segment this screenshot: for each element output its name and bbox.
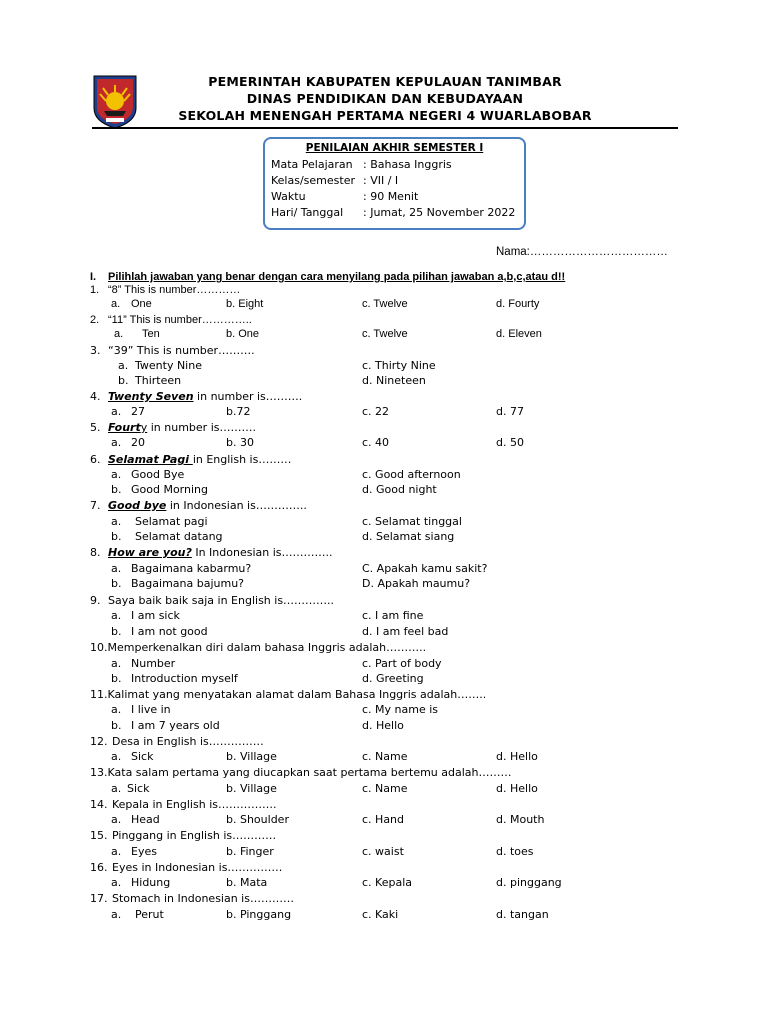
question-13	[90, 766, 512, 779]
option-d[interactable]: d. Hello	[496, 750, 538, 763]
option-d[interactable]: d. toes	[496, 845, 534, 858]
question-number: 14.	[90, 798, 108, 811]
option-b[interactable]: b. Eight	[226, 298, 264, 310]
option-c[interactable]: c. Kaki	[362, 908, 399, 921]
info-value: : 90 Menit	[363, 190, 419, 203]
option-letter[interactable]: b.	[111, 530, 122, 543]
option-c[interactable]: c. Name	[362, 750, 408, 763]
option-letter[interactable]: a.	[111, 468, 122, 481]
section-title: Pilihlah jawaban yang benar dengan cara menyilang pada pilihan jawaban a,b,c,atau d!!	[108, 271, 566, 283]
option-b[interactable]: Good Morning	[131, 483, 208, 496]
question-text: Desa in English is……………	[112, 735, 264, 748]
section-number: I.	[90, 271, 97, 283]
question-number: 4.	[90, 390, 101, 403]
question-number: 5.	[90, 421, 101, 434]
question-16	[90, 861, 282, 874]
option-letter[interactable]: b.	[111, 719, 122, 732]
question-text: Stomach in Indonesian is…………	[112, 892, 294, 905]
header-school: SEKOLAH MENENGAH PERTAMA NEGERI 4 WUARLABOBAR	[178, 108, 592, 123]
question-keyword: Good bye	[108, 499, 167, 512]
question-keyword: Twenty Seven	[108, 390, 194, 403]
question-number: 9.	[90, 594, 101, 607]
option-letter[interactable]: a.	[111, 908, 122, 921]
question-11	[90, 688, 486, 701]
info-row-time	[271, 190, 418, 203]
option-letter[interactable]: a.	[111, 515, 122, 528]
question-number: 1.	[90, 284, 100, 296]
option-letter[interactable]: a.	[111, 562, 122, 575]
question-keyword: Selamat Pagi	[108, 453, 193, 466]
info-label: Hari/ Tanggal	[271, 206, 344, 219]
question-number: 12.	[90, 735, 108, 748]
option-b[interactable]: b.72	[226, 405, 251, 418]
option-a[interactable]: One	[131, 298, 152, 310]
option-letter[interactable]: b.	[111, 483, 122, 496]
question-number: 6.	[90, 453, 101, 466]
option-b[interactable]: b. One	[226, 328, 260, 340]
info-row-subject	[271, 158, 452, 171]
question-5	[90, 421, 256, 434]
option-d[interactable]: d. Selamat siang	[362, 530, 455, 543]
option-d[interactable]: d. Mouth	[496, 813, 545, 826]
option-a[interactable]: 20	[131, 436, 145, 449]
question-text: in Indonesian is…………..	[166, 499, 307, 512]
question-8	[90, 546, 333, 559]
question-text: “39” This is number……….	[108, 344, 255, 357]
option-a[interactable]: Eyes	[131, 845, 157, 858]
option-letter[interactable]: a.	[111, 813, 122, 826]
option-letter[interactable]: a.	[111, 657, 122, 670]
question-number: 3.	[90, 344, 101, 357]
option-c[interactable]: c. Selamat tinggal	[362, 515, 462, 528]
option-b[interactable]: b. Finger	[226, 845, 274, 858]
option-letter[interactable]: a.	[111, 703, 122, 716]
option-a[interactable]: 27	[131, 405, 145, 418]
option-d[interactable]: d. tangan	[496, 908, 549, 921]
question-text: Saya baik baik saja in English is…………..	[108, 594, 335, 607]
question-number: 7.	[90, 499, 101, 512]
option-a[interactable]: Number	[131, 657, 176, 670]
header-divider	[92, 127, 678, 129]
question-number: 2.	[90, 314, 100, 326]
regency-logo	[92, 74, 138, 130]
question-text: in English is………	[192, 453, 292, 466]
option-letter[interactable]: a.	[111, 609, 122, 622]
question-number: 15.	[90, 829, 108, 842]
option-d[interactable]: d. 50	[496, 436, 524, 449]
option-c[interactable]: c. Good afternoon	[362, 468, 461, 481]
option-c[interactable]: c. 22	[362, 405, 390, 418]
option-letter[interactable]: a.	[111, 782, 122, 795]
question-number: 8.	[90, 546, 101, 559]
question-number: 17.	[90, 892, 108, 905]
info-label: Mata Pelajaran	[271, 158, 353, 171]
option-b[interactable]: Introduction myself	[131, 672, 238, 685]
option-a[interactable]: Sick	[131, 750, 154, 763]
info-value: : Bahasa Inggris	[363, 158, 452, 171]
option-letter[interactable]: a.	[111, 298, 121, 310]
info-value: : VII / I	[363, 174, 399, 187]
option-letter[interactable]: b.	[111, 625, 122, 638]
option-c[interactable]: c. Part of body	[362, 657, 442, 670]
option-c[interactable]: c. My name is	[362, 703, 439, 716]
option-d[interactable]: d. Fourty	[496, 298, 540, 310]
option-c[interactable]: c. Twelve	[362, 328, 408, 340]
name-field[interactable]: Nama:………………………………	[496, 246, 668, 258]
option-a[interactable]: Bagaimana kabarmu?	[131, 562, 252, 575]
info-row-date	[271, 206, 515, 219]
header-government: PEMERINTAH KABUPATEN KEPULAUAN TANIMBAR	[208, 74, 562, 89]
section-instruction	[90, 271, 565, 283]
option-a[interactable]: Twenty Nine	[135, 359, 202, 372]
option-d[interactable]: d. Good night	[362, 483, 437, 496]
info-value: : Jumat, 25 November 2022	[363, 206, 516, 219]
question-10	[90, 641, 426, 654]
question-text: in number is……….	[147, 421, 256, 434]
option-a[interactable]: Selamat pagi	[135, 515, 208, 528]
question-text: Kepala in English is…………….	[112, 798, 277, 811]
question-15	[90, 829, 276, 842]
option-d[interactable]: d. Eleven	[496, 328, 542, 340]
option-c[interactable]: c. Name	[362, 782, 408, 795]
option-b[interactable]: I am not good	[131, 625, 208, 638]
question-7	[90, 499, 307, 512]
option-b[interactable]: I am 7 years old	[131, 719, 220, 732]
question-text: “11” This is number…………..	[108, 314, 252, 326]
option-b[interactable]: Bagaimana bajumu?	[131, 577, 245, 590]
option-c[interactable]: c. Twelve	[362, 298, 408, 310]
option-c[interactable]: c. I am fine	[362, 609, 424, 622]
option-letter[interactable]: a.	[111, 436, 122, 449]
option-b[interactable]: Selamat datang	[135, 530, 223, 543]
option-a[interactable]: I live in	[131, 703, 171, 716]
option-letter[interactable]: b.	[118, 374, 129, 387]
option-d[interactable]: d. I am feel bad	[362, 625, 449, 638]
option-d[interactable]: d. Nineteen	[362, 374, 426, 387]
question-text: Kalimat yang menyatakan alamat dalam Bahasa Inggris adalah……..	[107, 688, 487, 701]
option-c[interactable]: c. Kepala	[362, 876, 412, 889]
option-d[interactable]: d. 77	[496, 405, 524, 418]
question-6	[90, 453, 291, 466]
question-17	[90, 892, 294, 905]
option-b[interactable]: Thirteen	[135, 374, 182, 387]
option-b[interactable]: b. 30	[226, 436, 254, 449]
question-text: Memperkenalkan diri dalam bahasa Inggris adalah………..	[107, 641, 427, 654]
option-letter[interactable]: b.	[111, 577, 122, 590]
option-letter[interactable]: a.	[118, 359, 129, 372]
option-c[interactable]: c. Hand	[362, 813, 405, 826]
question-12	[90, 735, 264, 748]
header-department: DINAS PENDIDIKAN DAN KEBUDAYAAN	[246, 91, 524, 106]
question-keyword: Fourt	[108, 421, 141, 434]
option-a[interactable]: Ten	[142, 328, 160, 340]
option-d[interactable]: D. Apakah maumu?	[362, 577, 471, 590]
option-d[interactable]: d. Hello	[496, 782, 538, 795]
question-text: “8” This is number…………	[108, 284, 241, 296]
question-keyword: How are you?	[108, 546, 192, 559]
option-b[interactable]: b. Village	[226, 750, 277, 763]
option-letter[interactable]: a.	[111, 405, 122, 418]
option-letter[interactable]: a.	[111, 750, 122, 763]
option-c[interactable]: c. waist	[362, 845, 404, 858]
option-a[interactable]: Head	[131, 813, 160, 826]
option-letter[interactable]: a.	[111, 876, 122, 889]
question-number: 10.	[90, 641, 108, 654]
question-3	[90, 344, 255, 357]
question-number: 16.	[90, 861, 108, 874]
option-b[interactable]: b. Pinggang	[226, 908, 292, 921]
info-row-class	[271, 174, 398, 187]
question-text: in number is……….	[193, 390, 303, 403]
question-text: Eyes in Indonesian is……………	[112, 861, 283, 874]
question-text: Pinggang in English is…………	[112, 829, 277, 842]
option-d[interactable]: d. pinggang	[496, 876, 562, 889]
option-a[interactable]: Sick	[127, 782, 150, 795]
question-keyword-tail: y	[140, 421, 148, 434]
option-d[interactable]: d. Greeting	[362, 672, 424, 685]
option-letter[interactable]: a.	[114, 328, 124, 340]
question-4	[90, 390, 302, 403]
option-b[interactable]: b. Shoulder	[226, 813, 289, 826]
option-a[interactable]: Perut	[135, 908, 164, 921]
question-1	[90, 284, 240, 296]
info-label: Waktu	[271, 190, 306, 203]
question-9	[90, 594, 334, 607]
option-c[interactable]: C. Apakah kamu sakit?	[362, 562, 488, 575]
question-number: 13.	[90, 766, 108, 779]
option-c[interactable]: c. Thirty Nine	[362, 359, 436, 372]
question-text: Kata salam pertama yang diucapkan saat pertama bertemu adalah………	[107, 766, 512, 779]
option-a[interactable]: Good Bye	[131, 468, 185, 481]
option-c[interactable]: c. 40	[362, 436, 390, 449]
question-number: 11.	[90, 688, 108, 701]
option-letter[interactable]: a.	[111, 845, 122, 858]
question-14	[90, 798, 276, 811]
option-b[interactable]: b. Mata	[226, 876, 268, 889]
question-text: In Indonesian is…………..	[191, 546, 333, 559]
option-d[interactable]: d. Hello	[362, 719, 404, 732]
info-label: Kelas/semester	[271, 174, 355, 187]
exam-title: PENILAIAN AKHIR SEMESTER I	[305, 142, 484, 154]
exam-info-box	[263, 137, 526, 230]
option-a[interactable]: Hidung	[131, 876, 171, 889]
option-letter[interactable]: b.	[111, 672, 122, 685]
option-b[interactable]: b. Village	[226, 782, 277, 795]
question-2	[90, 314, 252, 326]
option-a[interactable]: I am sick	[131, 609, 180, 622]
